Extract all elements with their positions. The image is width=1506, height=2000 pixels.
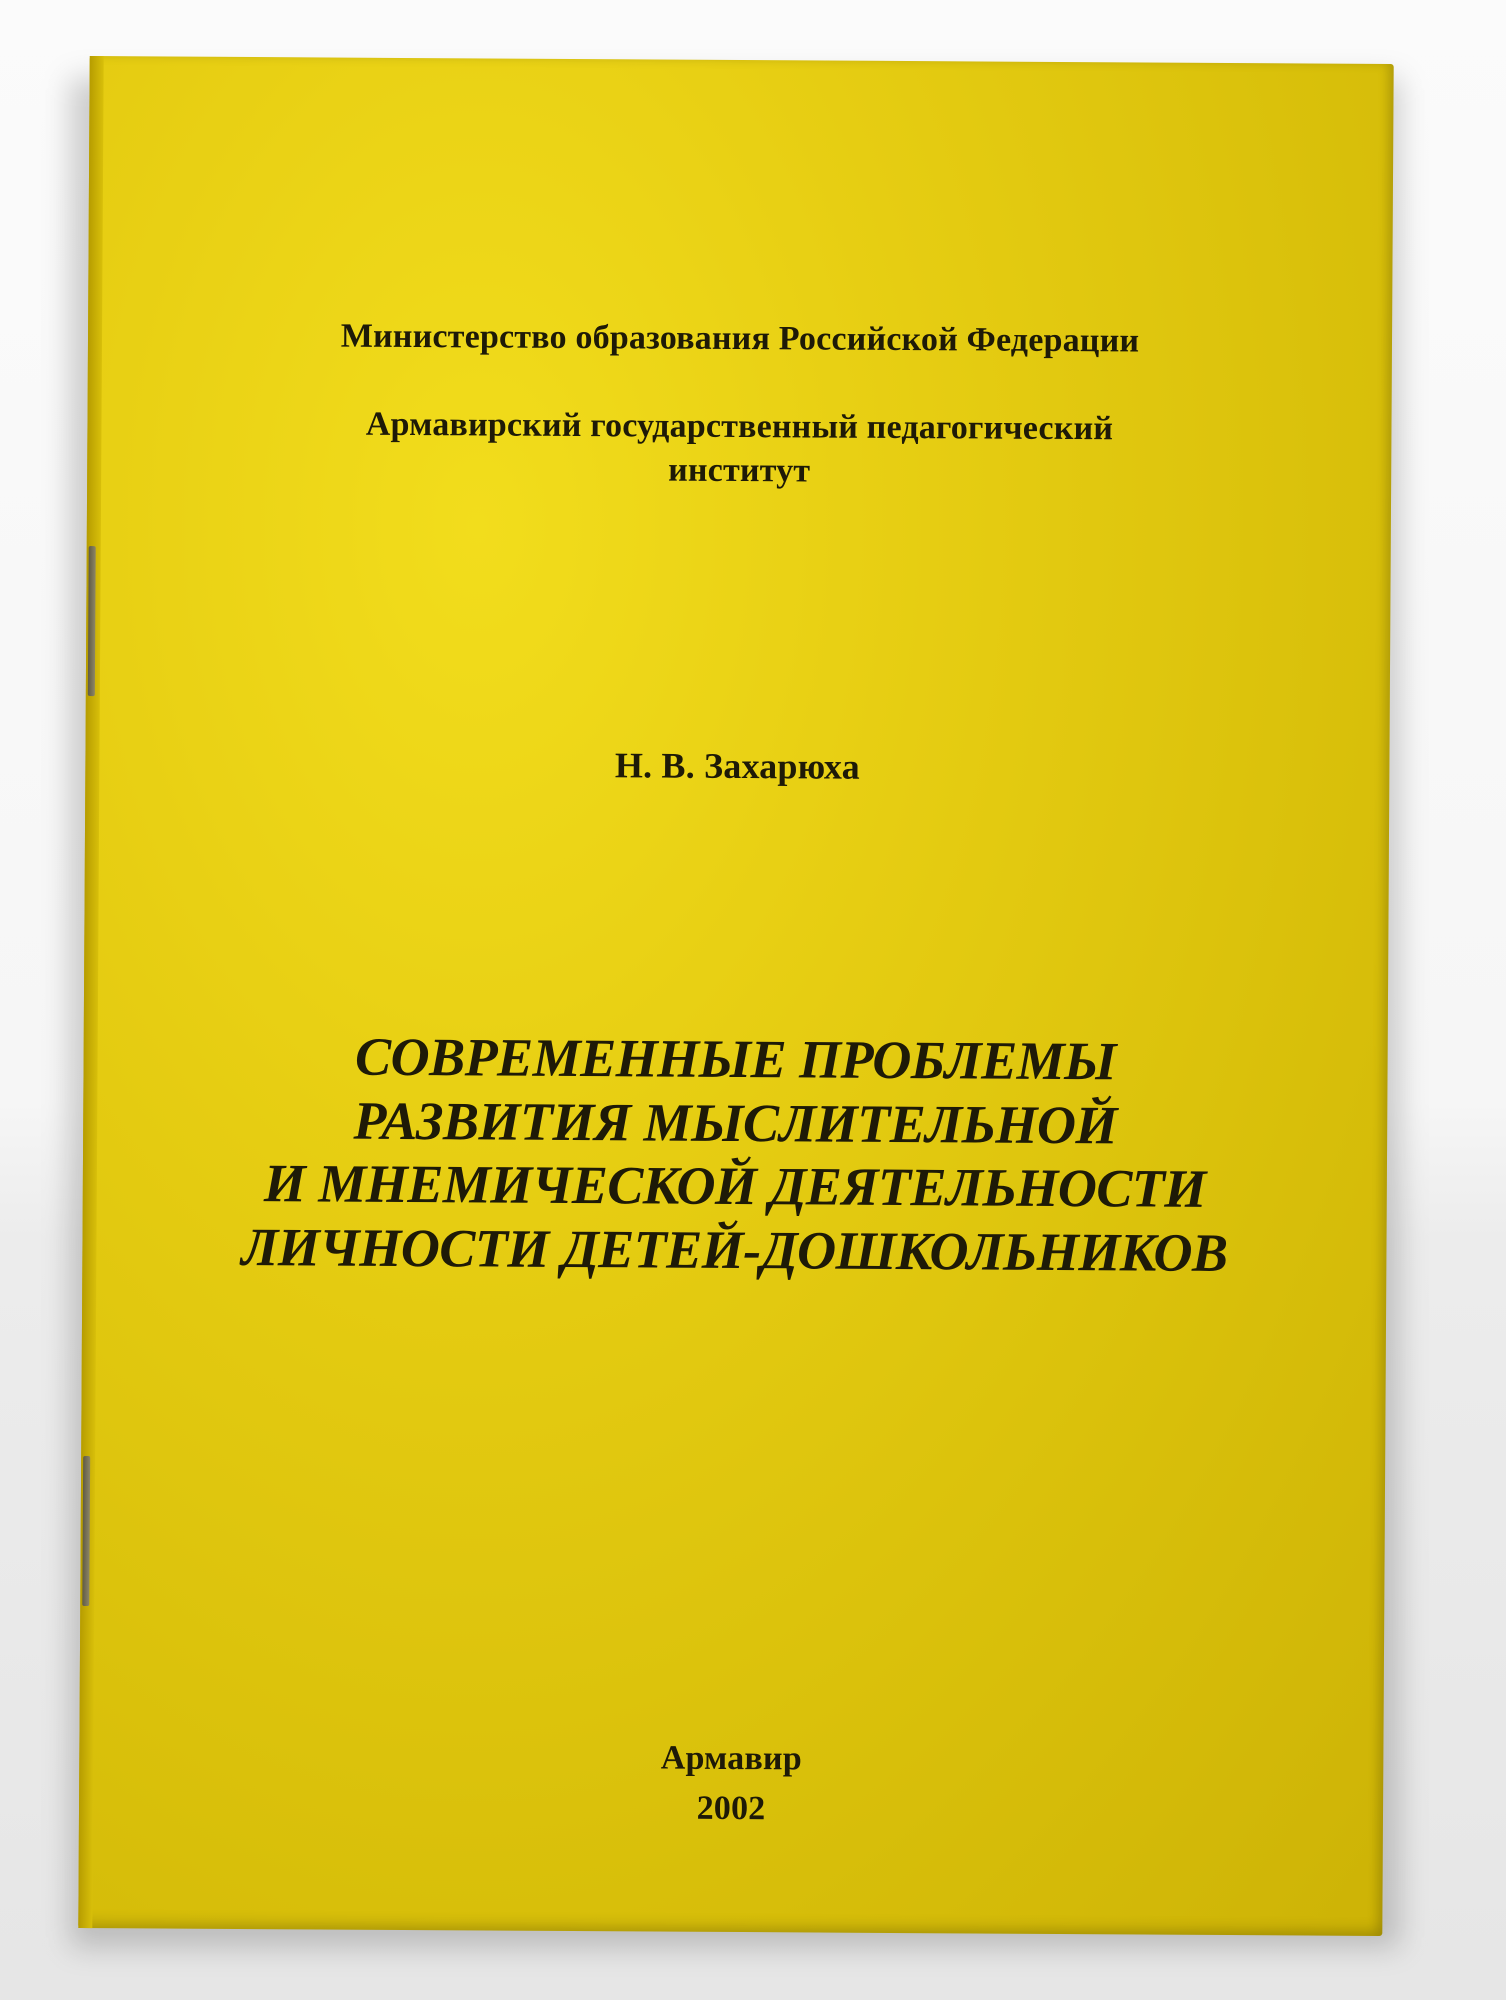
publication-year: 2002 [696,1789,766,1828]
ministry-text: Министерство образования Российской Федерации [340,317,1140,360]
staple-top [88,546,96,696]
publication-city: Армавир [660,1739,803,1778]
title-line-3: И МНЕМИЧЕСКОЙ ДЕЯТЕЛЬНОСТИ [263,1153,1206,1220]
title-line-2: РАЗВИТИЯ МЫСЛИТЕЛЬНОЙ [353,1090,1118,1156]
staple-bottom [82,1456,90,1606]
title-line-4: ЛИЧНОСТИ ДЕТЕЙ-ДОШКОЛЬНИКОВ [241,1217,1228,1284]
institute-text [87,401,1392,497]
institute-line-1: Армавирский государственный педагогический [365,405,1114,448]
title-line-1: СОВРЕМЕННЫЕ ПРОБЛЕМЫ [354,1026,1117,1092]
institute-line-2: институт [668,451,811,490]
booklet-cover [78,56,1393,1936]
author-name: Н. В. Захарюха [614,745,861,787]
book-title [82,1024,1388,1287]
